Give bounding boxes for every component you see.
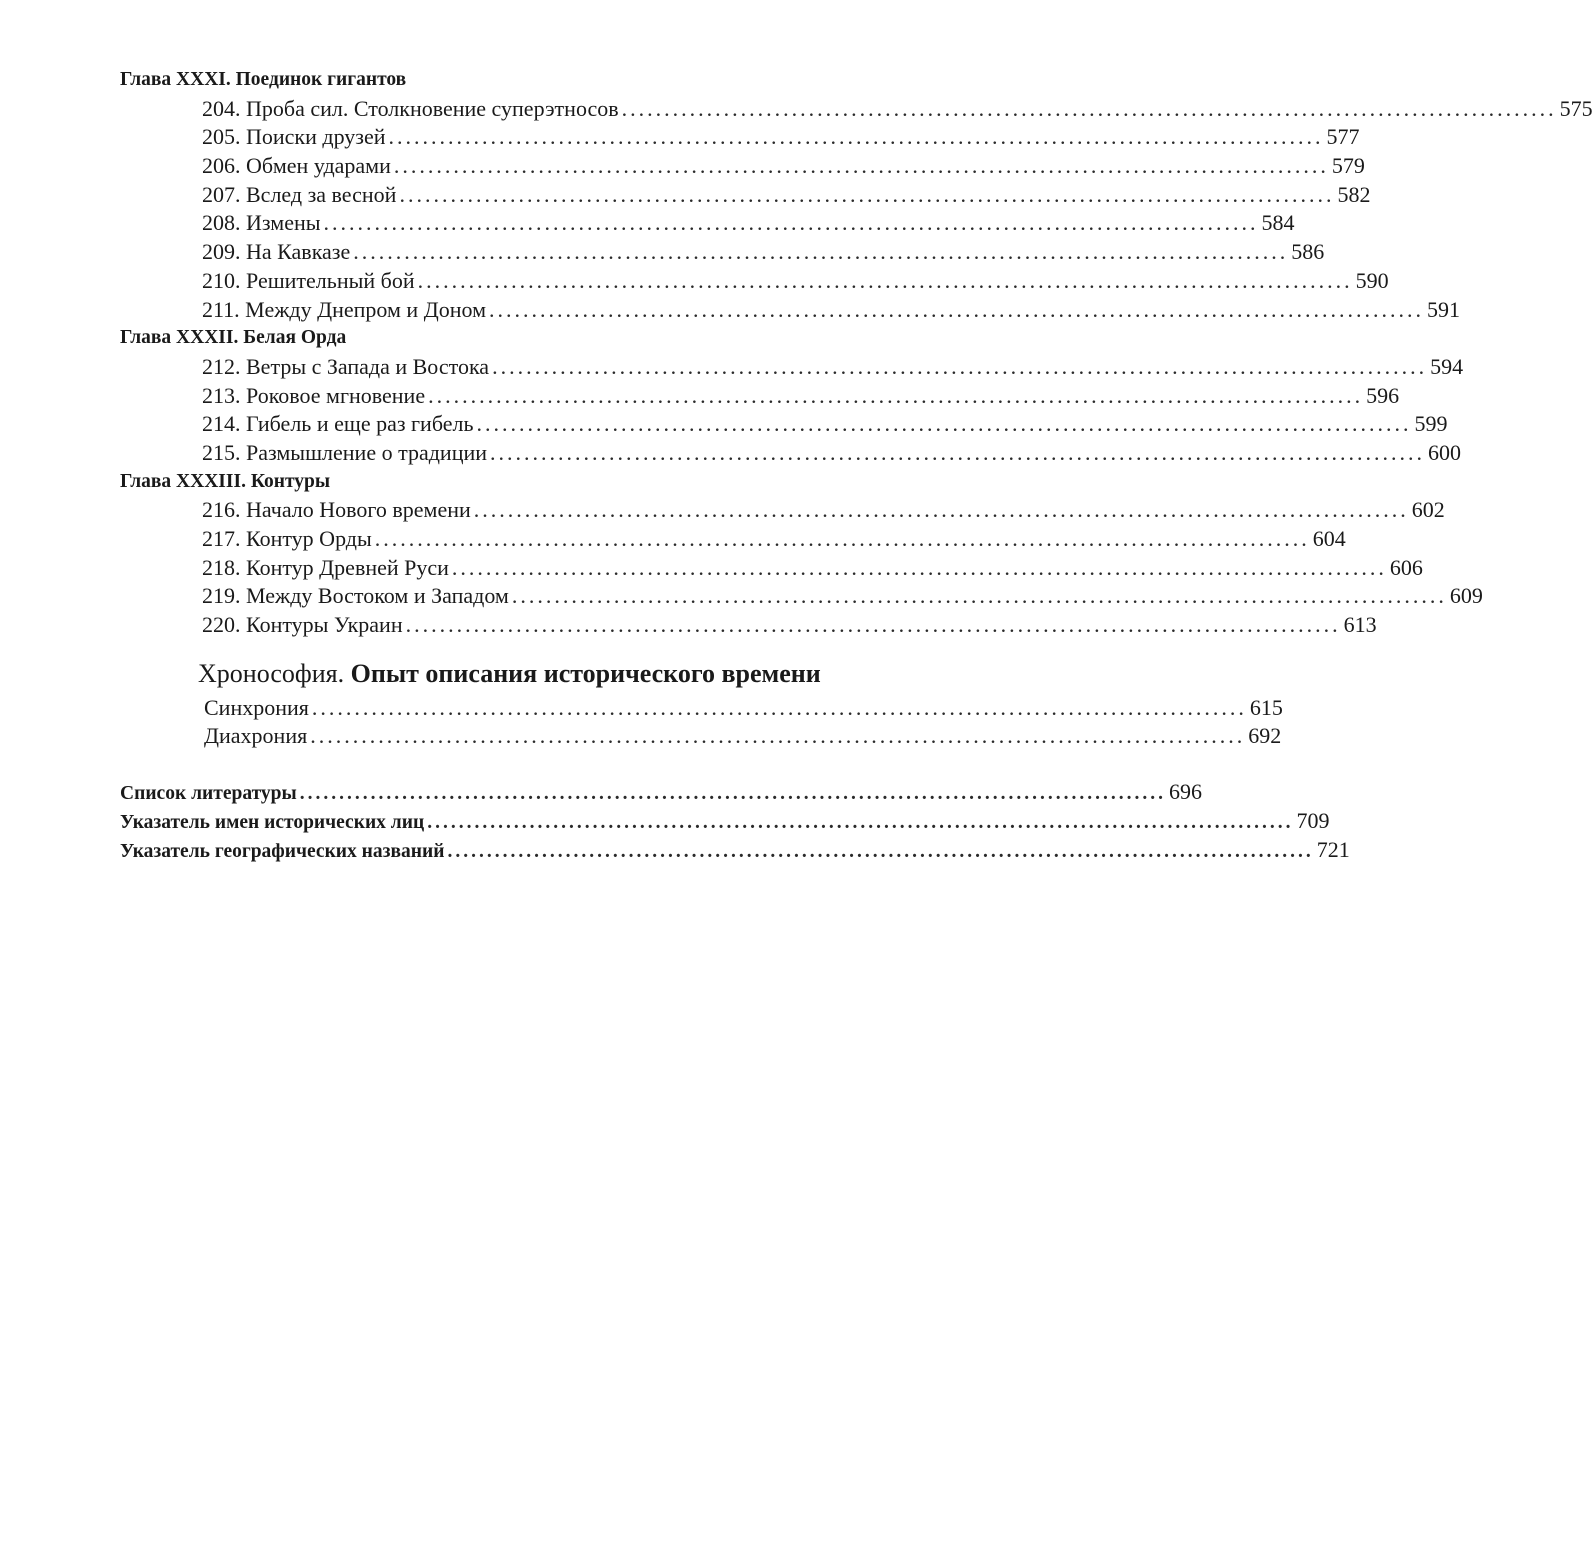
entry-page: 582 <box>1337 181 1371 207</box>
dot-leader: .............................................................................................................. <box>388 124 1324 150</box>
entry-page: 602 <box>1411 497 1445 523</box>
entry-label: 205. Поиски друзей <box>202 124 386 150</box>
toc-entry[interactable] <box>120 123 1360 152</box>
chapter-heading <box>120 66 965 95</box>
chapter-heading <box>120 324 965 353</box>
toc-entry[interactable] <box>120 836 1350 865</box>
entry-page: 721 <box>1316 836 1350 862</box>
dot-leader: .............................................................................................................. <box>374 526 1310 551</box>
entry-label: Указатель географических названий <box>120 840 445 862</box>
toc-entry[interactable] <box>120 611 1377 640</box>
entry-label: 218. Контур Древней Руси <box>202 554 449 580</box>
dot-leader: .............................................................................................................. <box>447 840 1314 862</box>
dot-leader: .............................................................................................................. <box>451 554 1387 580</box>
dot-leader: .............................................................................................................. <box>489 296 1424 322</box>
entry-page: 594 <box>1430 353 1464 379</box>
entry-label: 207. Вслед за весной <box>202 181 397 207</box>
entry-page: 609 <box>1449 583 1483 609</box>
dot-leader: .............................................................................................................. <box>393 153 1329 179</box>
toc-entry[interactable] <box>120 778 1202 807</box>
entry-label: Диахрония <box>204 723 308 749</box>
toc-entry[interactable] <box>120 722 1282 751</box>
dot-leader: .............................................................................................................. <box>323 210 1259 236</box>
toc-entry[interactable] <box>120 439 1462 468</box>
toc-entry[interactable] <box>120 296 1460 325</box>
toc-entry[interactable] <box>120 95 1593 124</box>
dot-leader: .............................................................................................................. <box>405 612 1341 638</box>
entry-label: Список литературы <box>120 783 297 805</box>
toc-entry[interactable] <box>120 554 1423 583</box>
chapter-title: Глава XXXIII. Контуры <box>120 470 331 492</box>
entry-page: 615 <box>1249 694 1283 720</box>
toc-entry[interactable] <box>120 807 1330 836</box>
entry-label: 208. Измены <box>202 210 321 236</box>
entry-page: 577 <box>1326 124 1360 150</box>
toc-entry[interactable] <box>120 181 1371 210</box>
toc-entry[interactable] <box>120 209 1295 238</box>
dot-leader: .............................................................................................................. <box>511 583 1447 609</box>
entry-page: 579 <box>1331 153 1365 179</box>
entry-label: 219. Между Востоком и Западом <box>202 583 509 609</box>
toc-entry[interactable] <box>120 353 1464 382</box>
entry-page: 604 <box>1312 526 1346 551</box>
entry-page: 575 <box>1559 95 1593 121</box>
entry-label: 209. На Кавказе <box>202 239 351 265</box>
dot-leader: .............................................................................................................. <box>476 411 1412 437</box>
chapter-heading <box>120 468 965 497</box>
toc-entry[interactable] <box>120 238 1325 267</box>
entry-label: 220. Контуры Украин <box>202 612 403 638</box>
entry-label: 216. Начало Нового времени <box>202 497 471 523</box>
entry-page: 591 <box>1427 296 1460 322</box>
section-title-plain: Хронософия. <box>198 658 345 688</box>
table-of-contents <box>120 66 1593 864</box>
entry-label: 212. Ветры с Запада и Востока <box>202 353 490 379</box>
toc-entry[interactable] <box>120 694 1283 723</box>
entry-label: 211. Между Днепром и Доном <box>202 296 486 322</box>
dot-leader: .............................................................................................................. <box>353 239 1289 265</box>
dot-leader: .............................................................................................................. <box>473 497 1409 523</box>
entry-label: 215. Размышление о традиции <box>202 439 488 465</box>
section-title-bold: Опыт описания исторического времени <box>350 658 821 688</box>
dot-leader: .............................................................................................................. <box>417 267 1353 293</box>
dot-leader: .............................................................................................................. <box>621 95 1557 121</box>
entry-page: 600 <box>1428 439 1462 465</box>
entry-page: 596 <box>1366 382 1400 408</box>
dot-leader: .............................................................................................................. <box>427 811 1294 833</box>
entry-page: 590 <box>1355 267 1389 293</box>
dot-leader: .............................................................................................................. <box>310 723 1246 749</box>
entry-page: 613 <box>1343 612 1377 638</box>
entry-label: 217. Контур Орды <box>202 526 372 551</box>
entry-page: 696 <box>1168 779 1202 805</box>
toc-entry[interactable] <box>120 410 1448 439</box>
toc-entry[interactable] <box>120 582 1483 611</box>
entry-label: 210. Решительный бой <box>202 267 415 293</box>
toc-entry[interactable] <box>120 525 1346 554</box>
entry-label: Указатель имен исторических лиц <box>120 811 425 833</box>
entry-label: Синхрония <box>204 694 309 720</box>
entry-page: 586 <box>1291 239 1325 265</box>
entry-page: 584 <box>1261 210 1295 236</box>
dot-leader: .............................................................................................................. <box>428 382 1364 408</box>
toc-entry[interactable] <box>120 496 1445 525</box>
toc-entry[interactable] <box>120 152 1365 181</box>
toc-entry[interactable] <box>120 267 1389 296</box>
dot-leader: .............................................................................................................. <box>490 439 1426 465</box>
dot-leader: .............................................................................................................. <box>492 353 1428 379</box>
toc-entry[interactable] <box>120 382 1400 411</box>
entry-label: 213. Роковое мгновение <box>202 382 426 408</box>
entry-page: 599 <box>1414 411 1448 437</box>
dot-leader: .............................................................................................................. <box>399 181 1335 207</box>
chapter-title: Глава XXXII. Белая Орда <box>120 327 347 349</box>
spacer <box>120 751 965 778</box>
entry-page: 709 <box>1296 807 1330 833</box>
entry-label: 204. Проба сил. Столкновение суперэтносов <box>202 95 619 121</box>
dot-leader: .............................................................................................................. <box>299 783 1166 805</box>
entry-label: 206. Обмен ударами <box>202 153 391 179</box>
dot-leader: .............................................................................................................. <box>311 694 1247 720</box>
section-heading <box>120 654 965 694</box>
entry-page: 692 <box>1248 723 1282 749</box>
entry-page: 606 <box>1389 554 1423 580</box>
chapter-title: Глава XXXI. Поединок гигантов <box>120 69 407 90</box>
entry-label: 214. Гибель и еще раз гибель <box>202 411 474 437</box>
